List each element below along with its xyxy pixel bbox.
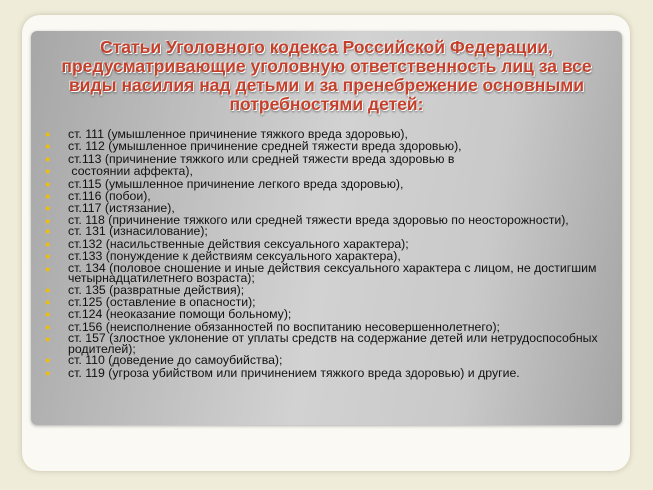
bullet-icon: ● bbox=[45, 251, 51, 262]
list-item-text: ст.124 (неоказание помощи больному); bbox=[68, 307, 292, 322]
list-item bbox=[44, 165, 614, 177]
bullet-icon: ● bbox=[45, 309, 51, 320]
list-item-text: ст.132 (насильственные действия сексуального характера); bbox=[68, 236, 409, 251]
bullet-icon: ● bbox=[45, 166, 51, 177]
list-item-text: ст.156 (неисполнение обязанностей по воспитанию несовершеннолетнего); bbox=[68, 319, 500, 334]
bullet-icon: ● bbox=[45, 191, 51, 202]
list-item bbox=[44, 260, 614, 286]
list-item-text: ст. 110 (доведение до самоубийства); bbox=[68, 353, 283, 368]
bullet-icon: ● bbox=[45, 321, 51, 332]
list-item-text: ст.125 (оставление в опасности); bbox=[68, 294, 256, 309]
list-item-text: ст.116 (побои), bbox=[68, 189, 151, 204]
bullet-icon: ● bbox=[45, 141, 51, 152]
bullet-icon: ● bbox=[45, 153, 51, 164]
list-item-text: ст.113 (причинение тяжкого или средней тяжести вреда здоровью в bbox=[68, 151, 455, 166]
bullet-icon: ● bbox=[45, 355, 51, 366]
list-item bbox=[44, 367, 614, 379]
bullet-icon: ● bbox=[45, 367, 51, 378]
bullet-icon: ● bbox=[45, 215, 51, 226]
list-item-text: ст. 111 (умышленное причинение тяжкого вреда здоровью), bbox=[68, 127, 408, 141]
list-item-text: ст.133 (понуждение к действиям сексуального характера), bbox=[68, 249, 401, 264]
list-item-text: состоянии аффекта), bbox=[68, 164, 193, 179]
bullet-icon: ● bbox=[45, 334, 51, 345]
list-item-text: ст. 118 (причинение тяжкого или средней тяжести вреда здоровью по неосторожности), bbox=[68, 212, 569, 227]
bullet-icon: ● bbox=[45, 203, 51, 214]
list-item bbox=[44, 354, 614, 366]
list-item-text: ст. 135 (развратные действия); bbox=[68, 282, 245, 297]
slide-title: Статьи Уголовного кодекса Российской Федерации, предусматривающие уголовную ответственность лиц за все виды насилия над детьми и за пренебрежение основными потребностями детей: bbox=[61, 37, 592, 114]
bullet-icon: ● bbox=[45, 129, 51, 139]
list-item bbox=[44, 140, 614, 152]
bullet-icon: ● bbox=[45, 296, 51, 307]
list-item bbox=[44, 308, 614, 320]
bullet-icon: ● bbox=[45, 284, 51, 295]
list-item-text: ст. 112 (умышленное причинение средней тяжести вреда здоровью), bbox=[68, 139, 462, 154]
article-list bbox=[44, 128, 614, 379]
list-item bbox=[44, 225, 614, 237]
list-item-text: ст.115 (умышленное причинение легкого вреда здоровью), bbox=[68, 176, 404, 191]
bullet-icon: ● bbox=[45, 263, 51, 274]
bullet-icon: ● bbox=[45, 238, 51, 249]
bullet-icon: ● bbox=[45, 178, 51, 189]
list-item-text: ст.117 (истязание), bbox=[68, 201, 175, 216]
bullet-icon: ● bbox=[45, 226, 51, 237]
list-item bbox=[44, 333, 614, 354]
list-item-text: ст. 134 (половое сношение и иные действия сексуального характера с лицом, не достигшим четырнадцатилетнего возраста); bbox=[68, 260, 597, 286]
list-item-text: ст. 119 (угроза убийством или причинением тяжкого вреда здоровью) и другие. bbox=[68, 365, 520, 380]
list-item-text: ст. 157 (злостное уклонение от уплаты средств на содержание детей или нетрудоспособных родителей); bbox=[68, 331, 598, 356]
list-item-text: ст. 131 (изнасилование); bbox=[68, 224, 208, 239]
